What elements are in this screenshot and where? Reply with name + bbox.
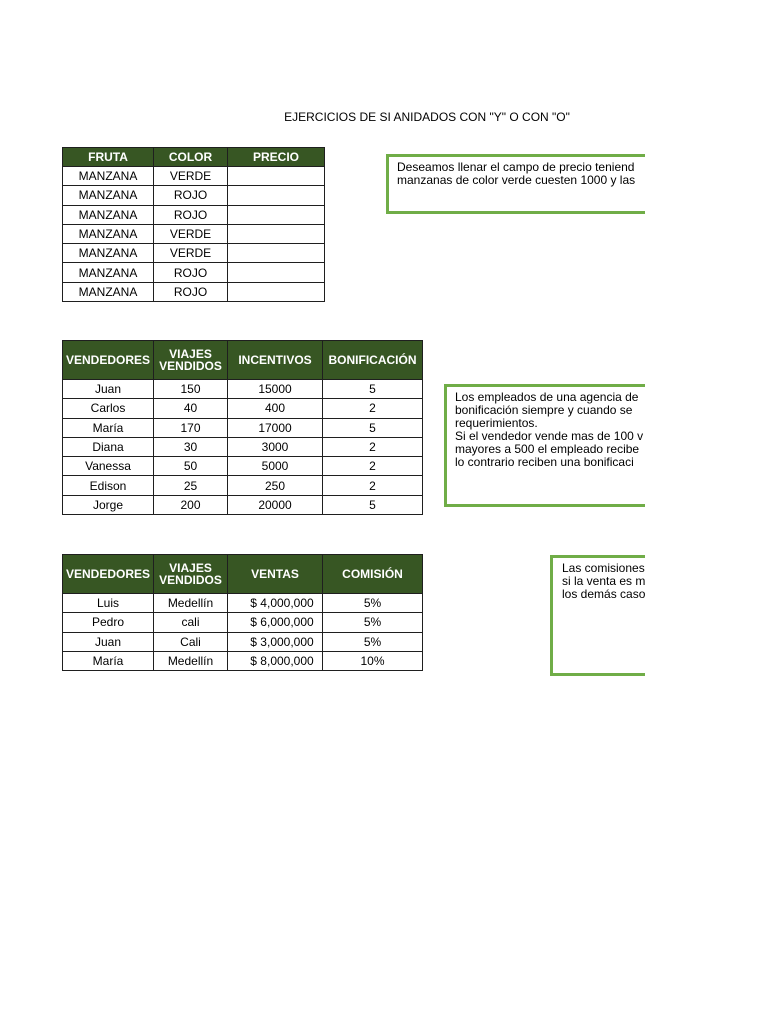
table-cell[interactable]: VERDE — [154, 167, 228, 186]
table-cell[interactable] — [228, 244, 325, 263]
table-cell[interactable] — [228, 186, 325, 205]
table-cell[interactable]: 2 — [323, 437, 423, 456]
header-comision: COMISIÓN — [323, 555, 423, 594]
table-cell[interactable]: 50 — [154, 457, 228, 476]
note-line: bonificación siempre y cuando se — [455, 403, 633, 417]
table-cell[interactable]: Medellín — [154, 594, 228, 613]
header-color: COLOR — [154, 148, 228, 167]
table-cell[interactable]: 5% — [323, 613, 423, 632]
header-precio: PRECIO — [228, 148, 325, 167]
table-cell[interactable]: Diana — [63, 437, 154, 456]
table-cell[interactable]: 30 — [154, 437, 228, 456]
table-cell[interactable]: $ 8,000,000 — [228, 651, 323, 670]
table-row — [63, 380, 423, 399]
table-cell[interactable]: Cali — [154, 632, 228, 651]
table-cell[interactable]: 250 — [228, 476, 323, 495]
table-row — [63, 594, 423, 613]
table-cell[interactable]: 25 — [154, 476, 228, 495]
header-line: VENDIDOS — [159, 573, 222, 587]
table-row — [63, 205, 325, 224]
table-cell[interactable]: ROJO — [154, 205, 228, 224]
table-cell[interactable]: MANZANA — [63, 282, 154, 301]
table-cell[interactable]: 5 — [323, 495, 423, 514]
note-line: Si el vendedor vende mas de 100 v — [455, 429, 644, 443]
table-cell[interactable]: $ 4,000,000 — [228, 594, 323, 613]
table-cell[interactable]: $ 3,000,000 — [228, 632, 323, 651]
table-row — [63, 224, 325, 243]
table-cell[interactable]: 5% — [323, 632, 423, 651]
table-cell[interactable] — [228, 263, 325, 282]
table-cell[interactable]: María — [63, 418, 154, 437]
table-row — [63, 613, 423, 632]
table-cell[interactable]: 3000 — [228, 437, 323, 456]
table-cell[interactable]: $ 6,000,000 — [228, 613, 323, 632]
note-bonus-instructions — [444, 384, 645, 507]
table-cell[interactable]: 5000 — [228, 457, 323, 476]
table-cell[interactable]: Juan — [63, 632, 154, 651]
table-cell[interactable]: ROJO — [154, 263, 228, 282]
header-line: VIAJES — [169, 347, 212, 361]
table-cell[interactable]: 2 — [323, 476, 423, 495]
table-cell[interactable]: 40 — [154, 399, 228, 418]
table-cell[interactable]: 20000 — [228, 495, 323, 514]
table-cell[interactable]: MANZANA — [63, 224, 154, 243]
vendors-bonus-table — [62, 340, 423, 515]
table-row — [63, 186, 325, 205]
table-row — [63, 651, 423, 670]
table-cell[interactable]: 5 — [323, 380, 423, 399]
table-cell[interactable] — [228, 282, 325, 301]
header-viajes-vendidos — [154, 341, 228, 380]
header-incentivos: INCENTIVOS — [228, 341, 323, 380]
table-row — [63, 632, 423, 651]
note-line: si la venta es m — [562, 574, 645, 588]
table-cell[interactable]: Edison — [63, 476, 154, 495]
table-cell[interactable]: MANZANA — [63, 205, 154, 224]
table-cell[interactable]: 5% — [323, 594, 423, 613]
note-commission-instructions — [550, 555, 645, 676]
note-line: Los empleados de una agencia de — [455, 390, 639, 404]
table-cell[interactable]: MANZANA — [63, 244, 154, 263]
note-line: requerimientos. — [455, 416, 538, 430]
table-cell[interactable]: Carlos — [63, 399, 154, 418]
table-row — [63, 282, 325, 301]
table-cell[interactable]: VERDE — [154, 244, 228, 263]
table-cell[interactable]: 2 — [323, 399, 423, 418]
table-cell[interactable]: cali — [154, 613, 228, 632]
table-cell[interactable]: 200 — [154, 495, 228, 514]
header-fruta: FRUTA — [63, 148, 154, 167]
table-cell[interactable]: 15000 — [228, 380, 323, 399]
note-line: Las comisiones — [562, 561, 645, 575]
table-row — [63, 263, 325, 282]
header-vendedores: VENDEDORES — [63, 341, 154, 380]
table-row — [63, 476, 423, 495]
table-cell[interactable]: Juan — [63, 380, 154, 399]
table-cell[interactable]: Luis — [63, 594, 154, 613]
fruit-price-table — [62, 147, 325, 302]
table-row — [63, 495, 423, 514]
note-line: los demás caso — [562, 587, 645, 601]
table-cell[interactable]: 400 — [228, 399, 323, 418]
table-cell[interactable] — [228, 224, 325, 243]
table-cell[interactable]: MANZANA — [63, 167, 154, 186]
table-cell[interactable]: 17000 — [228, 418, 323, 437]
note-line: mayores a 500 el empleado recibe — [455, 442, 640, 456]
header-ventas: VENTAS — [228, 555, 323, 594]
header-viajes-vendidos — [154, 555, 228, 594]
table-cell[interactable]: Jorge — [63, 495, 154, 514]
table-cell[interactable] — [228, 167, 325, 186]
table-cell[interactable]: Vanessa — [63, 457, 154, 476]
table-cell[interactable]: Medellín — [154, 651, 228, 670]
note-fruit-instructions — [386, 154, 645, 214]
note-line: lo contrario reciben una bonificaci — [455, 455, 634, 469]
sheet-title: EJERCICIOS DE SI ANIDADOS CON "Y" O CON "O" — [284, 110, 570, 124]
table-row — [63, 457, 423, 476]
table-cell[interactable]: ROJO — [154, 282, 228, 301]
table-cell[interactable]: 170 — [154, 418, 228, 437]
header-line: VIAJES — [169, 561, 212, 575]
header-vendedores: VENDEDORES — [63, 555, 154, 594]
note-line: Deseamos llenar el campo de precio teniend — [397, 160, 635, 174]
table-cell[interactable]: VERDE — [154, 224, 228, 243]
table-cell[interactable]: 5 — [323, 418, 423, 437]
table-cell[interactable]: María — [63, 651, 154, 670]
table-cell[interactable]: 150 — [154, 380, 228, 399]
header-bonificacion: BONIFICACIÓN — [323, 341, 423, 380]
table-cell[interactable]: ROJO — [154, 186, 228, 205]
note-line: manzanas de color verde cuesten 1000 y las — [397, 173, 636, 187]
table-row — [63, 244, 325, 263]
table-cell[interactable]: Pedro — [63, 613, 154, 632]
table-row — [63, 437, 423, 456]
header-line: VENDIDOS — [159, 359, 222, 373]
table-cell[interactable]: MANZANA — [63, 186, 154, 205]
table-cell[interactable] — [228, 205, 325, 224]
table-row — [63, 418, 423, 437]
vendors-commission-table — [62, 554, 423, 671]
table-cell[interactable]: 2 — [323, 457, 423, 476]
table-cell[interactable]: 10% — [323, 651, 423, 670]
table-row — [63, 167, 325, 186]
table-cell[interactable]: MANZANA — [63, 263, 154, 282]
table-row — [63, 399, 423, 418]
